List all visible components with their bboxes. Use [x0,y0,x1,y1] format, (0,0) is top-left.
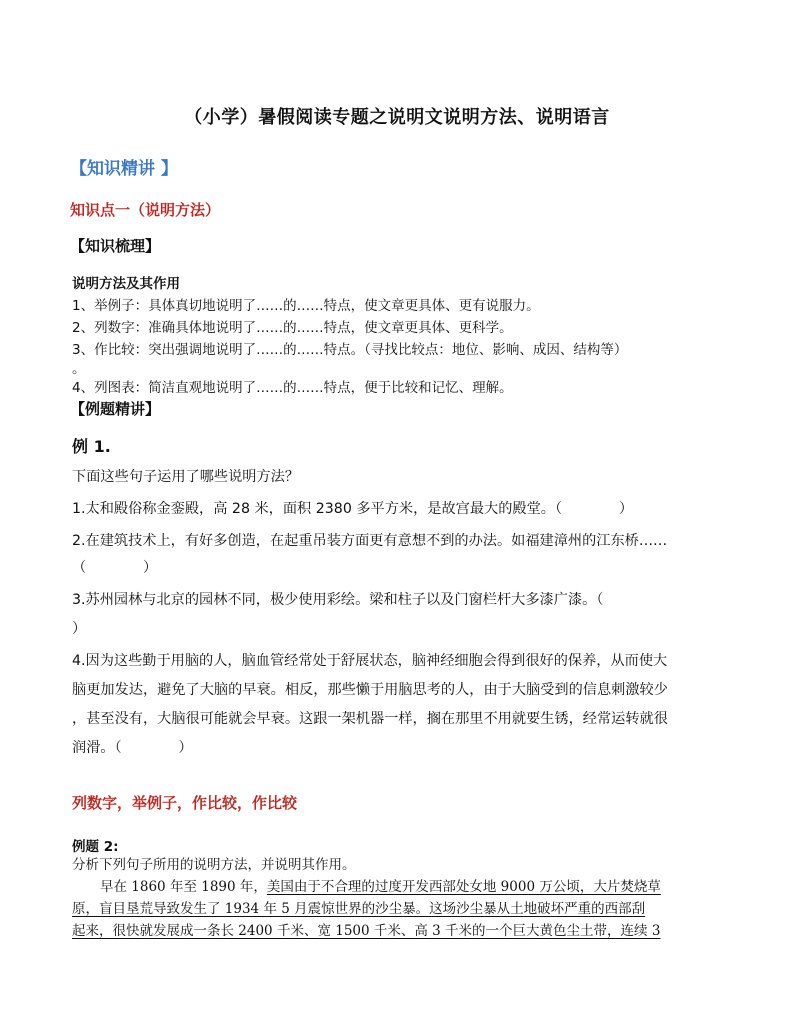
examples-heading: 【例题精讲】 [70,400,161,418]
method-item: 4、列图表：简洁直观地说明了……的……特点，便于比较和记忆、理解。 [72,380,513,396]
example1-line: ，甚至没有，大脑很可能就会早衰。这跟一架机器一样，搁在那里不用就要生锈，经常运转就很 [72,711,668,727]
example1-line: ） [72,621,87,637]
example1-line: 润滑。（ ） [72,740,193,756]
example1-label: 例 1. [72,437,111,456]
example2-question: 分析下列句子所用的说明方法，并说明其作用。 [72,857,356,873]
methods-heading: 说明方法及其作用 [72,276,180,292]
example2-plain-text: 早在 1860 年至 1890 年， [100,879,267,895]
example1-line: 4.因为这些勤于用脑的人，脑血管经常处于舒展状态，脑神经细胞会得到很好的保养，从而使大 [72,653,668,669]
example1-line: 2.在建筑技术上，有好多创造，在起重吊装方面更有意想不到的办法。如福建漳州的江东桥…… [72,533,668,549]
method-item-continuation: 。 [72,361,86,377]
example2-label: 例题 2: [72,839,119,855]
example1-line: 1.太和殿俗称金銮殿，高 28 米，面积 2380 多平方米，是故宫最大的殿堂。（ ） [72,501,634,517]
method-item: 2、列数字：准确具体地说明了……的……特点，使文章更具体、更科学。 [72,320,513,336]
example2-underlined-text: 美国由于不合理的过度开发西部处女地 9000 万公顷，大片焚烧草 [266,879,661,895]
example1-line: 脑更加发达，避免了大脑的早衰。相反，那些懒于用脑思考的人，由于大脑受到的信息刺激较少 [72,682,668,698]
sort-heading: 【知识梳理】 [70,237,161,255]
section-knowledge-heading: 【知识精讲 】 [70,159,178,179]
knowledge-point-heading: 知识点一（说明方法） [70,201,221,219]
example1-line: （ ） [72,560,158,576]
page-title: （小学）暑假阅读专题之说明文说明方法、说明语言 [184,107,610,128]
example2-paragraph-line [100,875,661,895]
method-item: 3、作比较：突出强调地说明了……的……特点。（寻找比较点：地位、影响、成因、结构等） [72,342,628,358]
method-item: 1、举例子：具体真切地说明了……的……特点，使文章更具体、更有说服力。 [72,298,540,314]
example1-line: 3.苏州园林与北京的园林不同，极少使用彩绘。梁和柱子以及门窗栏杆大多漆广漆。（ [72,592,604,608]
example2-underlined-text: 起来，很快就发展成一条长 2400 千米、宽 1500 千米、高 3 千米的一个巨大黄色尘土带，连续 3 [72,923,661,939]
example1-question: 下面这些句子运用了哪些说明方法？ [72,469,300,485]
example2-underlined-text: 原，盲目垦荒导致发生了 1934 年 5 月震惊世界的沙尘暴。这场沙尘暴从土地破坏严重的西部刮 [72,901,646,917]
example1-answer: 列数字，举例子，作比较，作比较 [72,794,298,812]
